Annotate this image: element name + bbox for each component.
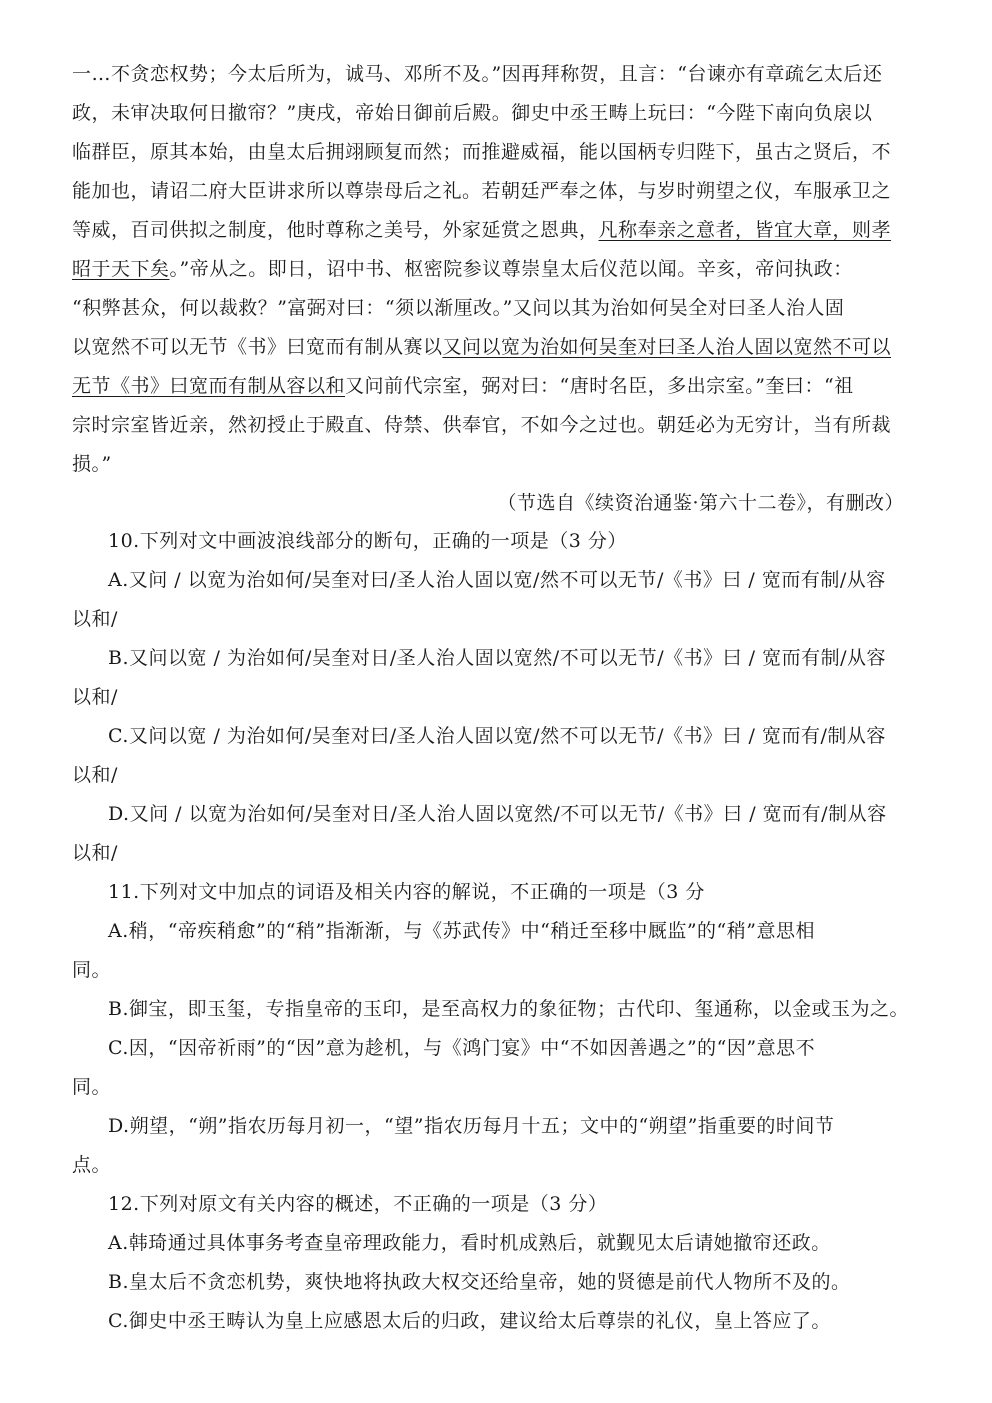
- passage-line: 损。”: [72, 453, 112, 475]
- option-d-cont: 点。: [72, 1154, 112, 1176]
- option-a: A.韩琦通过具体事务考查皇帝理政能力，看时机成熟后，就觐见太后请她撤帘还政。: [108, 1232, 831, 1254]
- passage-line: 政，未审决取何日撤帘？”庚戌，帝始日御前后殿。御史中丞王畴上玩曰：“今陛下南向负扆以: [72, 102, 873, 124]
- passage-line: 等威，百司供拟之制度，他时尊称之美号，外家延赏之恩典，凡称奉亲之意者，皆宜大章，则孝: [72, 219, 892, 241]
- passage-line: 一…不贪恋权势；今太后所为，诚马、邓所不及。”因再拜称贺，且言：“台谏亦有章疏乞太后还: [72, 63, 883, 85]
- passage-line: 昭于天下矣。”帝从之。即日，诏中书、枢密院参议尊崇皇太后仪范以闻。辛亥，帝问执政：: [72, 258, 853, 280]
- option-b: B.皇太后不贪恋机势，爽快地将执政大权交还给皇帝，她的贤德是前代人物所不及的。: [108, 1271, 851, 1293]
- source-citation: （节选自《续资治通鉴·第六十二卷》，有删改）: [497, 492, 904, 514]
- option-c: C.因，“因帝祈雨”的“因”意为趁机，与《鸿门宴》中“不如因善遇之”的“因”意思不: [108, 1037, 816, 1059]
- option-d: D.又问 / 以宽为治如何/吴奎对日/圣人治人固以宽然/不可以无节/《书》曰 / 宽而有/制从容: [108, 803, 887, 825]
- underlined-sentence: 凡称奉亲之意者，皆宜大章，则孝: [598, 219, 892, 241]
- option-d: D.朔望，“朔”指农历每月初一，“望”指农历每月十五；文中的“朔望”指重要的时间节: [108, 1115, 835, 1137]
- wavy-line-segment: 无节《书》曰宽而有制从容以和: [72, 375, 346, 397]
- passage-line: 临群臣，原其本始，由皇太后拥翊顾复而然；而推避威福，能以国柄专归陛下，虽古之贤后，不: [72, 141, 892, 163]
- option-d-cont: 以和/: [72, 842, 118, 864]
- option-b: B.又问以宽 / 为治如何/吴奎对日/圣人治人固以宽然/不可以无节/《书》曰 / 宽而有制/从容: [108, 647, 886, 669]
- option-c: C.又问以宽 / 为治如何/吴奎对曰/圣人治人固以宽/然不可以无节/《书》曰 / 宽而有/制从容: [108, 725, 886, 747]
- option-a: A.稍，“帝疾稍愈”的“稍”指渐渐，与《苏武传》中“稍迁至移中厩监”的“稍”意思相: [108, 920, 815, 942]
- option-a-cont: 以和/: [72, 608, 118, 630]
- question-11-stem: 11.下列对文中加点的词语及相关内容的解说，不正确的一项是（3 分: [108, 881, 705, 903]
- passage-line: “积弊甚众，何以裁救？”富弼对曰：“须以渐厘改。”又问以其为治如何吴全对曰圣人治人固: [72, 297, 845, 319]
- question-10-stem: 10.下列对文中画波浪线部分的断句，正确的一项是（3 分）: [108, 530, 627, 552]
- passage-line: 无节《书》曰宽而有制从容以和又问前代宗室，弼对曰：“唐时名臣，多出宗室。”奎曰：“祖: [72, 375, 854, 397]
- passage-line: 以宽然不可以无节《书》曰宽而有制从赛以又问以宽为治如何吴奎对曰圣人治人固以宽然不可以: [72, 336, 892, 358]
- option-c-cont: 以和/: [72, 764, 118, 786]
- option-c: C.御史中丞王畴认为皇上应感恩太后的归政，建议给太后尊崇的礼仪，皇上答应了。: [108, 1310, 831, 1332]
- question-12-stem: 12.下列对原文有关内容的概述，不正确的一项是（3 分）: [108, 1193, 608, 1215]
- passage-line: 能加也，请诏二府大臣讲求所以尊崇母后之礼。若朝廷严奉之体，与岁时朔望之仪，车服承卫之: [72, 180, 892, 202]
- passage-line: 宗时宗室皆近亲，然初授止于殿直、侍禁、供奉官，不如今之过也。朝廷必为无穷计，当有所裁: [72, 414, 892, 436]
- option-a-cont: 同。: [72, 959, 112, 981]
- underlined-sentence: 昭于天下矣: [72, 258, 170, 280]
- option-b-cont: 以和/: [72, 686, 118, 708]
- option-c-cont: 同。: [72, 1076, 112, 1098]
- option-a: A.又问 / 以宽为治如何/吴奎对曰/圣人治人固以宽/然不可以无节/《书》曰 / 宽而有制/从容: [108, 569, 886, 591]
- wavy-line-segment: 又问以宽为治如何吴奎对曰圣人治人固以宽然不可以: [442, 336, 892, 358]
- option-b: B.御宝，即玉玺，专指皇帝的玉印，是至高权力的象征物；古代印、玺通称，以金或玉为之。: [108, 998, 910, 1020]
